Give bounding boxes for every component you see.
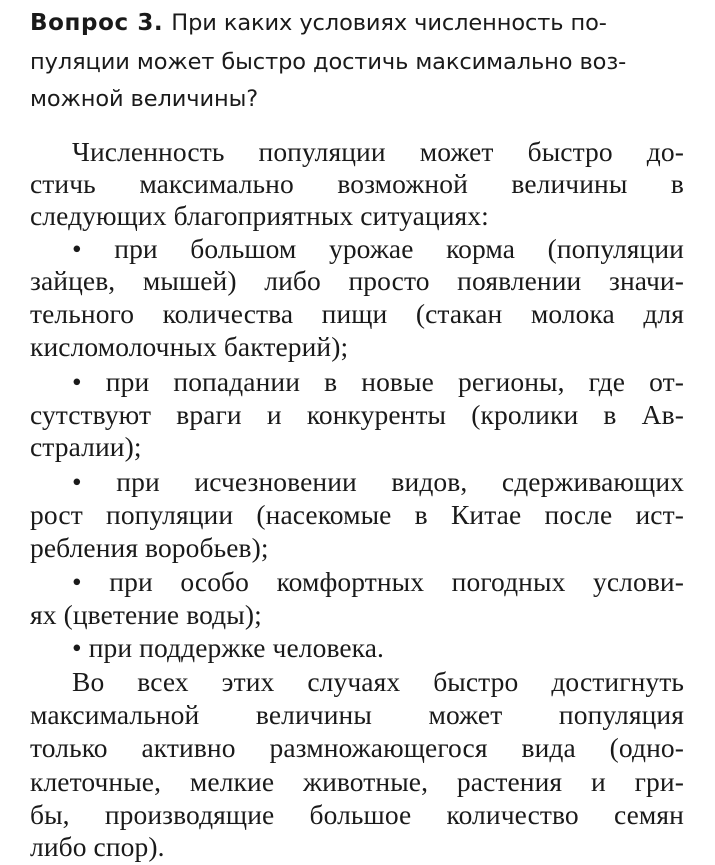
answer-line: сутствуют враги и конкуренты (кролики в Ав-: [30, 399, 684, 430]
answer-line: Численность популяции может быстро до-: [72, 136, 684, 167]
answer-line: зайцев, мышей) либо просто появлении значи-: [30, 265, 684, 296]
answer-line: только активно размножающегося вида (одно-: [30, 732, 684, 763]
answer-line: максимальной величины может популяция: [30, 699, 684, 730]
answer-line: стичь максимально возможной величины в: [30, 168, 684, 199]
answer-line: бы, производящие большое количество семян: [30, 799, 684, 830]
answer-line: стралии);: [30, 431, 142, 462]
answer-line: рост популяции (насекомые в Китае после ист-: [30, 499, 684, 530]
question-text: При каких условиях численность по-: [171, 10, 607, 36]
bullet-line: • при большом урожае корма (популяции: [72, 233, 684, 264]
answer-line: следующих благоприятных ситуациях:: [30, 200, 489, 231]
bullet-line: • при особо комфортных погодных услови-: [72, 566, 684, 597]
answer-line: Во всех этих случаях быстро достигнуть: [72, 666, 684, 697]
bullet-line: • при исчезновении видов, сдерживающих: [72, 466, 684, 497]
question-line: пуляции может быстро достичь максимально воз-: [30, 49, 627, 75]
question-label: Вопрос 3.: [30, 10, 164, 36]
answer-line: кисломолочных бактерий);: [30, 331, 349, 362]
answer-line: клеточные, мелкие животные, растения и гри-: [30, 766, 684, 797]
answer-line: ях (цветение воды);: [30, 599, 262, 630]
question-line: [30, 10, 684, 36]
question-line: можной величины?: [30, 86, 259, 112]
answer-line: тельного количества пищи (стакан молока для: [30, 298, 684, 329]
answer-line: либо спор).: [30, 831, 165, 862]
bullet-line: • при попадании в новые регионы, где от-: [72, 366, 684, 397]
answer-line: ребления воробьев);: [30, 532, 269, 563]
bullet-line: • при поддержке человека.: [72, 632, 384, 663]
